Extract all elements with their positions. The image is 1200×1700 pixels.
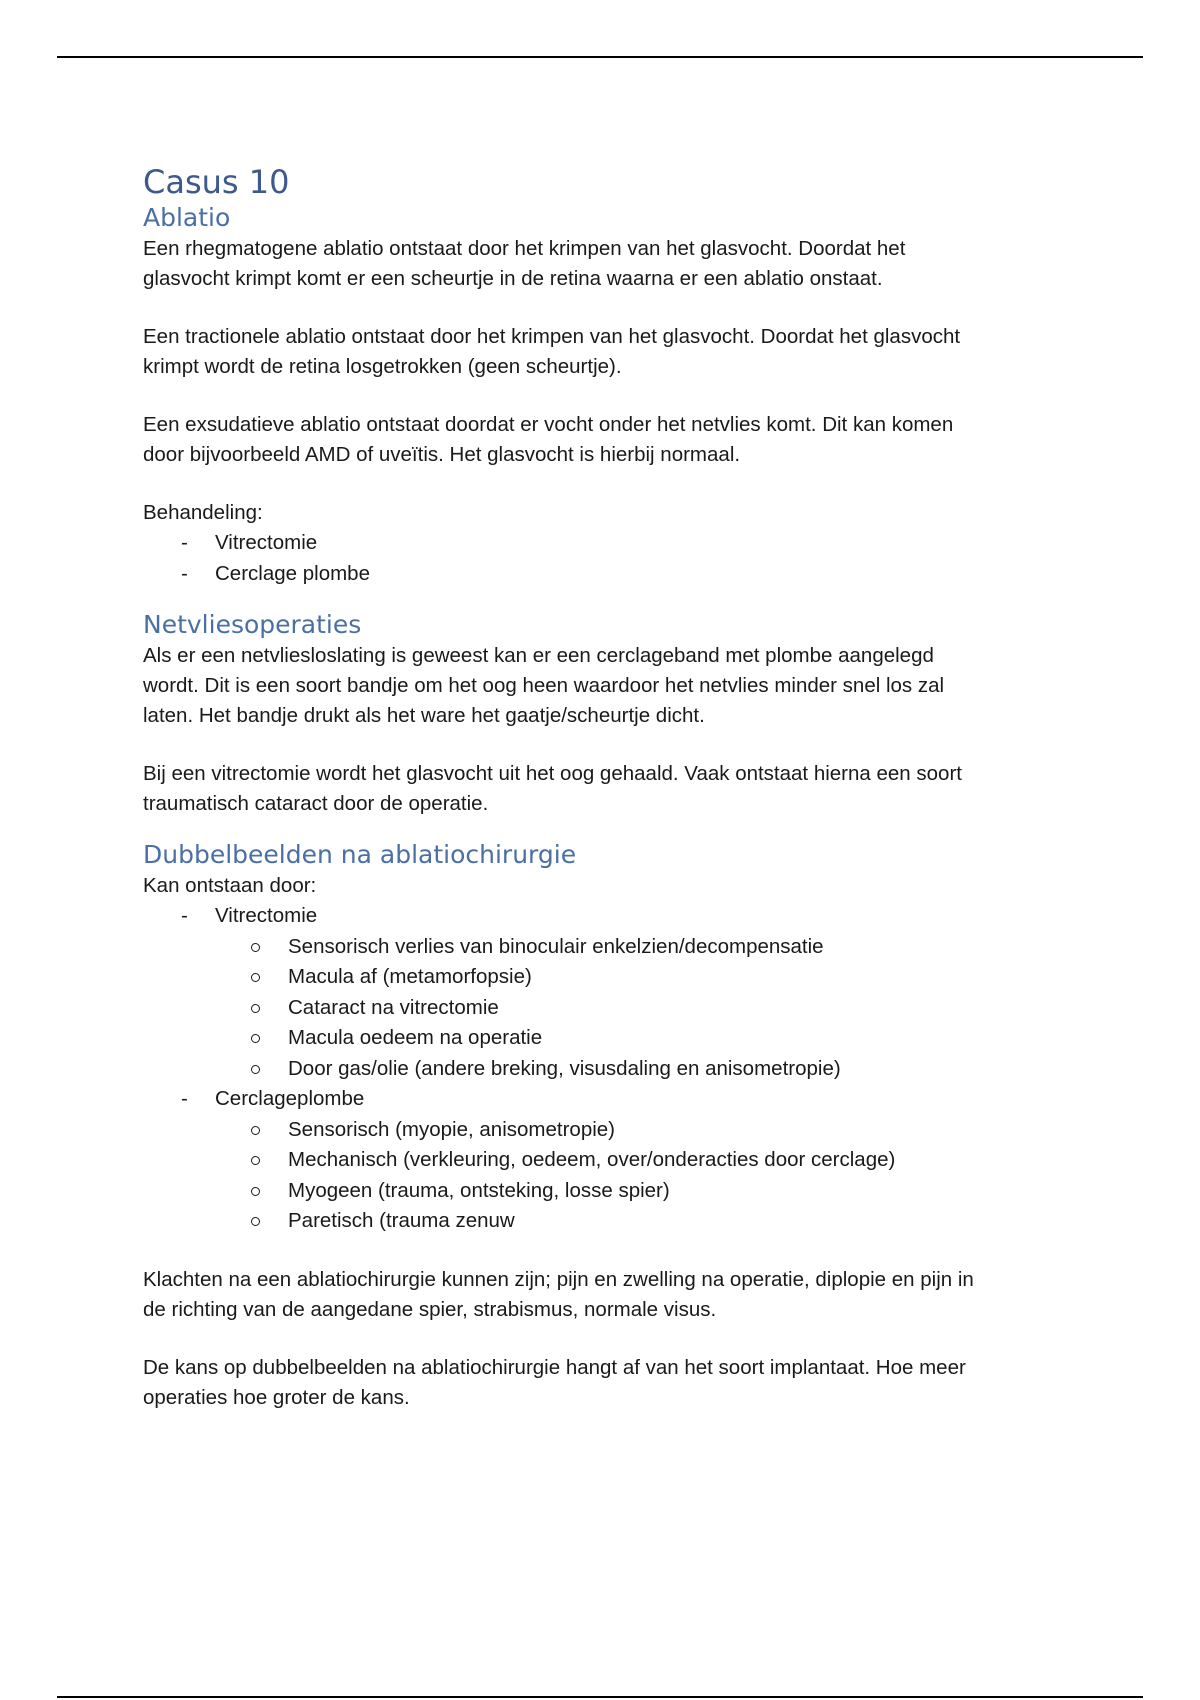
circle-bullet-icon [251, 1034, 260, 1043]
document-body [143, 162, 1063, 1413]
circle-bullet-icon [251, 973, 260, 982]
header-rule [57, 56, 1143, 58]
paragraph: Klachten na een ablatiochirurgie kunnen zijn; pijn en zwelling na operatie, diplopie en pijn in de richting van de aangedane spier, strabismus, normale visus. [143, 1267, 974, 1321]
sublist-item: Paretisch (trauma zenuw [215, 1206, 1063, 1237]
circle-bullet-icon [251, 1065, 260, 1074]
sublist-item: Macula af (metamorfopsie) [215, 962, 1063, 993]
paragraph: Bij een vitrectomie wordt het glasvocht uit het oog gehaald. Vaak ontstaat hierna een soort traumatisch cataract door de operatie. [143, 762, 962, 815]
dash-bullet: - [181, 531, 188, 554]
list-item: - Cerclageplombe Sensorisch (myopie, anisometropie) Mechanisch (verkleuring, oedeem, over/onderacties door cerclage) Myogeen (trauma, ontsteking, losse spier) Paretisch (trauma zenuw [143, 1084, 1063, 1237]
paragraph: Als er een netvliesloslating is geweest kan er een cerclageband met plombe aangelegd wordt. Dit is een soort bandje om het oog heen waardoor het netvlies minder snel los zal laten. Het bandje drukt als het ware het gaatje/scheurtje dicht. [143, 644, 945, 727]
circle-bullet-icon [251, 1217, 260, 1226]
sublist-item: Myogeen (trauma, ontsteking, losse spier) [215, 1176, 1063, 1207]
sublist-item: Sensorisch (myopie, anisometropie) [215, 1115, 1063, 1146]
sublist-item: Door gas/olie (andere breking, visusdaling en anisometropie) [215, 1054, 1063, 1085]
heading-ablatio: Ablatio [143, 203, 231, 232]
sublist-item: Cataract na vitrectomie [215, 993, 1063, 1024]
dash-bullet: - [181, 904, 188, 927]
cause-list [143, 901, 1063, 1237]
sublist-item: Mechanisch (verkleuring, oedeem, over/onderacties door cerclage) [215, 1145, 1063, 1176]
sublist-item: Sensorisch verlies van binoculair enkelzien/decompensatie [215, 932, 1063, 963]
footer-rule [57, 1696, 1143, 1698]
list-item: - Cerclage plombe [143, 559, 1063, 590]
list-item: - Vitrectomie [143, 528, 1063, 559]
paragraph: Een rhegmatogene ablatio ontstaat door het krimpen van het glasvocht. Doordat het glasvocht krimpt komt er een scheurtje in de retina waarna er een ablatio onstaat. [143, 237, 906, 290]
circle-bullet-icon [251, 1126, 260, 1135]
circle-bullet-icon [251, 1187, 260, 1196]
treatment-list [143, 528, 1063, 589]
sublist [215, 932, 1063, 1085]
paragraph: Een exsudatieve ablatio ontstaat doordat er vocht onder het netvlies komt. Dit kan komen door bijvoorbeeld AMD of uveïtis. Het glasvocht is hierbij normaal. [143, 413, 954, 466]
intro-text: Kan ontstaan door: [143, 874, 317, 897]
page-title: Casus 10 [143, 163, 290, 201]
sublist [215, 1115, 1063, 1237]
heading-netvliesoperaties: Netvliesoperaties [143, 610, 362, 639]
dash-bullet: - [181, 561, 188, 585]
sublist-item: Macula oedeem na operatie [215, 1023, 1063, 1054]
paragraph: Een tractionele ablatio ontstaat door het krimpen van het glasvocht. Doordat het glasvocht krimpt wordt de retina losgetrokken (geen scheurtje). [143, 325, 961, 378]
dash-bullet: - [181, 1087, 188, 1110]
circle-bullet-icon [251, 1156, 260, 1165]
heading-dubbelbeelden: Dubbelbeelden na ablatiochirurgie [143, 840, 577, 869]
list-item: - Vitrectomie Sensorisch verlies van binoculair enkelzien/decompensatie Macula af (metamorfopsie) Cataract na vitrectomie Macula oedeem na operatie Door gas/olie (andere breking, visusdaling en anisometropie) [143, 901, 1063, 1084]
circle-bullet-icon [251, 1004, 260, 1013]
treatment-label: Behandeling: [143, 501, 263, 524]
circle-bullet-icon [251, 943, 260, 952]
paragraph: De kans op dubbelbeelden na ablatiochirurgie hangt af van het soort implantaat. Hoe meer operaties hoe groter de kans. [143, 1355, 966, 1409]
